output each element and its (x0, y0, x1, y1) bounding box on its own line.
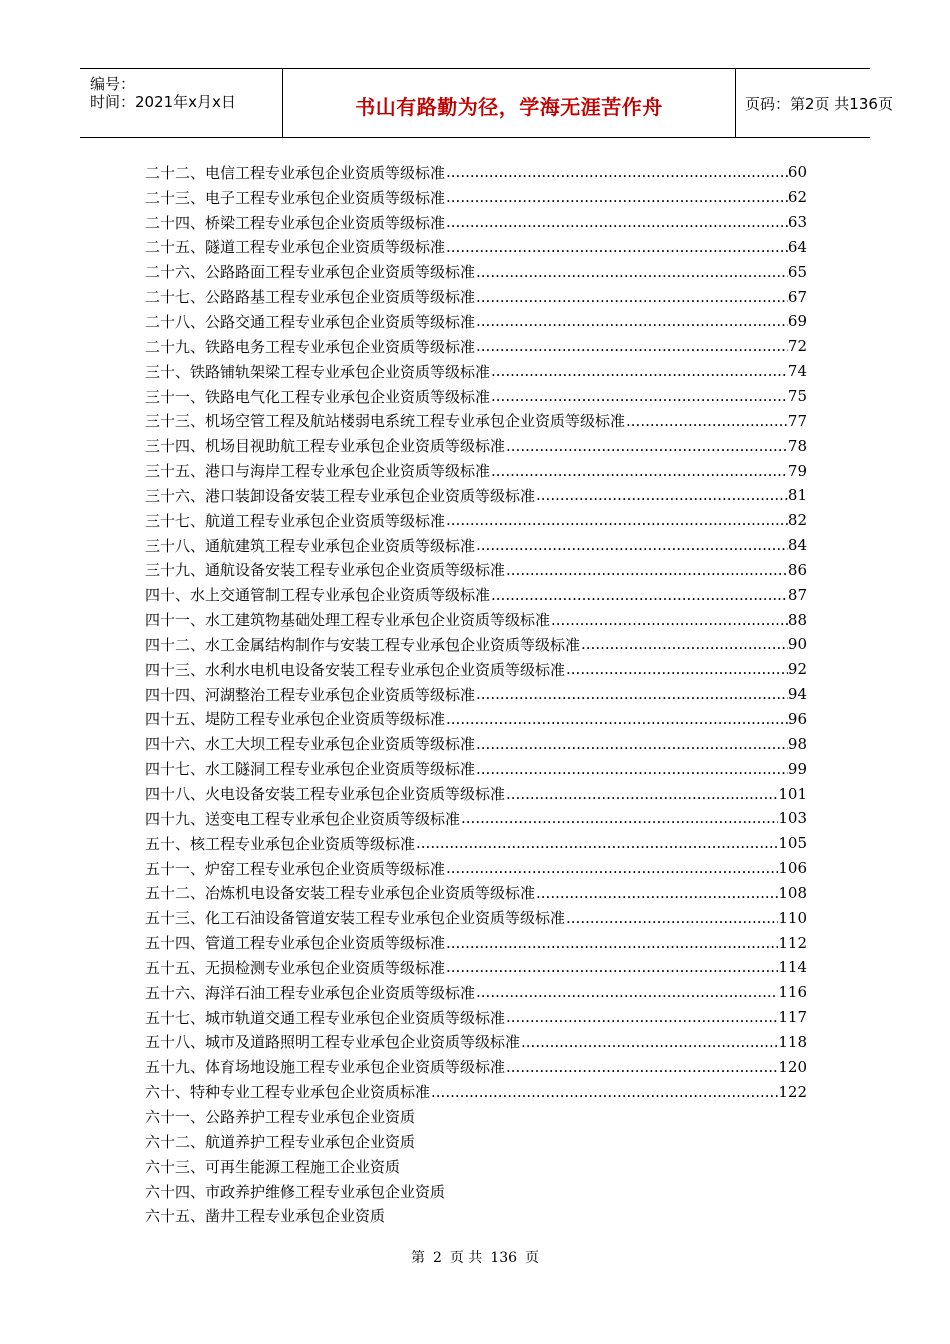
toc-entry[interactable] (145, 1005, 807, 1030)
toc-entry[interactable] (145, 1129, 807, 1154)
toc-entry-title: 四十六、水工大坝工程专业承包企业资质等级标准 (145, 735, 476, 754)
toc-entry-page-number: 122 (778, 1082, 807, 1101)
toc-entry-page-number: 112 (778, 933, 807, 952)
toc-entry[interactable] (145, 756, 807, 781)
toc-entry-title: 五十二、冶炼机电设备安装工程专业承包企业资质等级标准 (145, 884, 536, 903)
toc-entry[interactable] (145, 458, 807, 483)
toc-entry-page-number: 69 (787, 312, 807, 331)
toc-dot-leader (506, 561, 788, 579)
toc-dot-leader (416, 834, 778, 852)
toc-dot-leader (506, 437, 788, 455)
toc-entry-page-number: 106 (778, 859, 807, 878)
toc-entry[interactable] (145, 483, 807, 508)
toc-entry-page-number: 82 (787, 511, 807, 530)
toc-entry-page-number: 99 (787, 759, 807, 778)
toc-entry-title: 四十四、河湖整治工程专业承包企业资质等级标准 (145, 685, 476, 704)
toc-dot-leader (491, 387, 788, 405)
toc-entry-page-number: 108 (778, 883, 807, 902)
toc-entry-page-number: 118 (778, 1032, 807, 1051)
toc-entry-title: 五十三、化工石油设备管道安装工程专业承包企业资质等级标准 (145, 909, 566, 928)
toc-entry[interactable] (145, 806, 807, 831)
toc-entry-page-number: 72 (787, 337, 807, 356)
toc-entry-page-number: 79 (787, 461, 807, 480)
toc-entry[interactable] (145, 731, 807, 756)
toc-entry-page-number: 103 (778, 809, 807, 828)
toc-entry-page-number: 114 (778, 958, 807, 977)
toc-dot-leader (536, 486, 788, 504)
toc-entry[interactable] (145, 334, 807, 359)
toc-entry-page-number: 65 (787, 262, 807, 281)
toc-entry-title: 三十、铁路铺轨架梁工程专业承包企业资质等级标准 (145, 362, 491, 381)
toc-entry-page-number: 110 (778, 908, 807, 927)
toc-entry-title: 二十七、公路路基工程专业承包企业资质等级标准 (145, 288, 476, 307)
toc-entry-page-number: 116 (778, 983, 807, 1002)
toc-dot-leader (581, 635, 788, 653)
toc-dot-leader (551, 611, 788, 629)
toc-dot-leader (491, 586, 788, 604)
toc-entry-page-number: 117 (778, 1008, 807, 1027)
page-footer (0, 1247, 950, 1267)
toc-dot-leader (536, 884, 778, 902)
toc-entry-title: 五十一、炉窑工程专业承包企业资质等级标准 (145, 859, 446, 878)
toc-entry[interactable] (145, 1179, 807, 1204)
toc-entry-page-number: 87 (787, 585, 807, 604)
toc-entry[interactable] (145, 682, 807, 707)
toc-entry-title: 四十、水上交通管制工程专业承包企业资质等级标准 (145, 586, 491, 605)
toc-dot-leader (476, 685, 788, 703)
toc-dot-leader (476, 312, 788, 330)
toc-dot-leader (506, 785, 778, 803)
toc-dot-leader (476, 337, 788, 355)
toc-entry[interactable] (145, 1030, 807, 1055)
toc-entry-page-number: 78 (787, 436, 807, 455)
toc-entry[interactable] (145, 284, 807, 309)
toc-entry[interactable] (145, 1079, 807, 1104)
toc-entry-title: 三十五、港口与海岸工程专业承包企业资质等级标准 (145, 462, 491, 481)
toc-entry-title: 四十五、堤防工程专业承包企业资质等级标准 (145, 710, 446, 729)
page-code: 页码：第2页 共136页 (745, 95, 893, 113)
toc-entry-title: 六十四、市政养护维修工程专业承包企业资质 (145, 1182, 446, 1201)
toc-entry-title: 三十六、港口装卸设备安装工程专业承包企业资质等级标准 (145, 486, 536, 505)
toc-entry-title: 二十三、电子工程专业承包企业资质等级标准 (145, 188, 446, 207)
toc-entry-page-number: 67 (787, 287, 807, 306)
toc-entry[interactable] (145, 185, 807, 210)
toc-entry-page-number: 86 (787, 560, 807, 579)
toc-dot-leader (506, 1058, 778, 1076)
toc-entry-title: 五十八、城市及道路照明工程专业承包企业资质等级标准 (145, 1033, 521, 1052)
toc-dot-leader (446, 213, 788, 231)
toc-dot-leader (476, 760, 788, 778)
toc-entry[interactable] (145, 359, 807, 384)
toc-entry-page-number: 105 (778, 834, 807, 853)
toc-entry-title: 二十四、桥梁工程专业承包企业资质等级标准 (145, 213, 446, 232)
toc-entry[interactable] (145, 1104, 807, 1129)
toc-entry-title: 四十三、水利水电机电设备安装工程专业承包企业资质等级标准 (145, 660, 566, 679)
toc-dot-leader (446, 958, 778, 976)
toc-entry-title: 五十四、管道工程专业承包企业资质等级标准 (145, 934, 446, 953)
toc-entry[interactable] (145, 582, 807, 607)
toc-dot-leader (521, 1033, 778, 1051)
toc-entry-title: 四十七、水工隧洞工程专业承包企业资质等级标准 (145, 760, 476, 779)
toc-entry-title: 二十八、公路交通工程专业承包企业资质等级标准 (145, 312, 476, 331)
toc-entry[interactable] (145, 930, 807, 955)
toc-entry[interactable] (145, 831, 807, 856)
footer-total-pages: 136 (490, 1250, 518, 1266)
toc-dot-leader (566, 660, 788, 678)
toc-entry[interactable] (145, 1154, 807, 1179)
toc-entry-page-number: 63 (787, 213, 807, 232)
toc-dot-leader (491, 362, 788, 380)
toc-entry-title: 三十七、航道工程专业承包企业资质等级标准 (145, 511, 446, 530)
toc-entry[interactable] (145, 558, 807, 583)
toc-entry[interactable] (145, 980, 807, 1005)
toc-entry-page-number: 88 (787, 610, 807, 629)
toc-entry-page-number: 74 (787, 362, 807, 381)
footer-middle: 页 共 (449, 1250, 483, 1266)
toc-dot-leader (446, 934, 778, 952)
toc-entry-title: 四十一、水工建筑物基础处理工程专业承包企业资质等级标准 (145, 611, 551, 630)
toc-entry-title: 三十四、机场目视助航工程专业承包企业资质等级标准 (145, 437, 506, 456)
footer-prefix: 第 (410, 1250, 425, 1266)
toc-entry-title: 四十八、火电设备安装工程专业承包企业资质等级标准 (145, 785, 506, 804)
toc-entry-page-number: 96 (787, 709, 807, 728)
header-motto-cell (282, 69, 736, 137)
toc-dot-leader (476, 288, 788, 306)
toc-dot-leader (446, 710, 788, 728)
header-page-cell (735, 69, 893, 137)
toc-entry[interactable] (145, 880, 807, 905)
table-of-contents (145, 160, 807, 1228)
toc-entry[interactable] (145, 955, 807, 980)
toc-entry[interactable] (145, 533, 807, 558)
toc-dot-leader (431, 1083, 778, 1101)
toc-entry[interactable] (145, 160, 807, 185)
toc-entry-title: 四十二、水工金属结构制作与安装工程专业承包企业资质等级标准 (145, 635, 581, 654)
toc-dot-leader (446, 188, 788, 206)
toc-dot-leader (446, 163, 788, 181)
toc-entry-page-number: 92 (787, 660, 807, 679)
toc-entry-title: 二十九、铁路电务工程专业承包企业资质等级标准 (145, 337, 476, 356)
header-info-cell (80, 69, 282, 137)
toc-entry[interactable] (145, 905, 807, 930)
toc-entry-page-number: 101 (778, 784, 807, 803)
toc-entry[interactable] (145, 384, 807, 409)
toc-entry[interactable] (145, 508, 807, 533)
toc-entry-title: 六十五、凿井工程专业承包企业资质 (145, 1207, 386, 1226)
toc-entry-title: 五十九、体育场地设施工程专业承包企业资质等级标准 (145, 1058, 506, 1077)
toc-entry[interactable] (145, 408, 807, 433)
toc-entry[interactable] (145, 657, 807, 682)
toc-entry-page-number: 60 (787, 163, 807, 182)
toc-entry-title: 六十、特种专业工程专业承包企业资质标准 (145, 1083, 431, 1102)
toc-entry-title: 五十五、无损检测专业承包企业资质等级标准 (145, 958, 446, 977)
toc-entry-title: 六十三、可再生能源工程施工企业资质 (145, 1157, 401, 1176)
toc-entry-page-number: 64 (787, 237, 807, 256)
toc-entry-title: 二十二、电信工程专业承包企业资质等级标准 (145, 163, 446, 182)
toc-dot-leader (461, 809, 778, 827)
toc-entry-title: 二十五、隧道工程专业承包企业资质等级标准 (145, 238, 446, 257)
toc-entry-title: 五十七、城市轨道交通工程专业承包企业资质等级标准 (145, 1008, 506, 1027)
toc-entry-page-number: 75 (787, 387, 807, 406)
toc-entry-page-number: 62 (787, 188, 807, 207)
toc-entry-title: 五十、核工程专业承包企业资质等级标准 (145, 834, 416, 853)
serial-label: 编号： (90, 75, 136, 93)
toc-entry[interactable] (145, 309, 807, 334)
toc-entry[interactable] (145, 1203, 807, 1228)
toc-entry[interactable] (145, 607, 807, 632)
footer-suffix: 页 (525, 1250, 540, 1266)
toc-dot-leader (476, 263, 788, 281)
toc-entry-title: 六十一、公路养护工程专业承包企业资质 (145, 1107, 416, 1126)
toc-entry-page-number: 84 (787, 536, 807, 555)
toc-entry-page-number: 98 (787, 734, 807, 753)
toc-entry[interactable] (145, 856, 807, 881)
toc-dot-leader (446, 238, 788, 256)
motto-text: 书山有路勤为径，学海无涯苦作舟 (355, 95, 663, 119)
toc-entry[interactable] (145, 259, 807, 284)
toc-entry-page-number: 77 (787, 411, 807, 430)
toc-entry[interactable] (145, 707, 807, 732)
toc-dot-leader (476, 983, 778, 1001)
toc-dot-leader (626, 412, 788, 430)
toc-dot-leader (446, 859, 778, 877)
toc-entry-title: 三十一、铁路电气化工程专业承包企业资质等级标准 (145, 387, 491, 406)
toc-entry-title: 三十三、机场空管工程及航站楼弱电系统工程专业承包企业资质等级标准 (145, 412, 626, 431)
toc-entry-title: 六十二、航道养护工程专业承包企业资质 (145, 1132, 416, 1151)
toc-entry[interactable] (145, 1054, 807, 1079)
toc-dot-leader (566, 909, 778, 927)
toc-entry-page-number: 120 (778, 1057, 807, 1076)
footer-current-page: 2 (432, 1250, 442, 1266)
toc-entry-title: 三十九、通航设备安装工程专业承包企业资质等级标准 (145, 561, 506, 580)
toc-dot-leader (506, 1008, 778, 1026)
toc-dot-leader (446, 511, 788, 529)
toc-entry[interactable] (145, 433, 807, 458)
toc-entry-page-number: 94 (787, 685, 807, 704)
toc-entry-title: 三十八、通航建筑工程专业承包企业资质等级标准 (145, 536, 476, 555)
toc-entry-title: 四十九、送变电工程专业承包企业资质等级标准 (145, 809, 461, 828)
toc-dot-leader (476, 536, 788, 554)
toc-dot-leader (476, 735, 788, 753)
toc-entry-title: 二十六、公路路面工程专业承包企业资质等级标准 (145, 263, 476, 282)
toc-entry[interactable] (145, 235, 807, 260)
toc-entry-page-number: 90 (787, 635, 807, 654)
toc-entry[interactable] (145, 632, 807, 657)
toc-dot-leader (491, 462, 788, 480)
toc-entry-title: 五十六、海洋石油工程专业承包企业资质等级标准 (145, 983, 476, 1002)
toc-entry-page-number: 81 (787, 486, 807, 505)
time-label: 时间：2021年x月x日 (90, 93, 236, 111)
toc-entry[interactable] (145, 210, 807, 235)
page-header (80, 68, 893, 138)
toc-entry[interactable] (145, 781, 807, 806)
